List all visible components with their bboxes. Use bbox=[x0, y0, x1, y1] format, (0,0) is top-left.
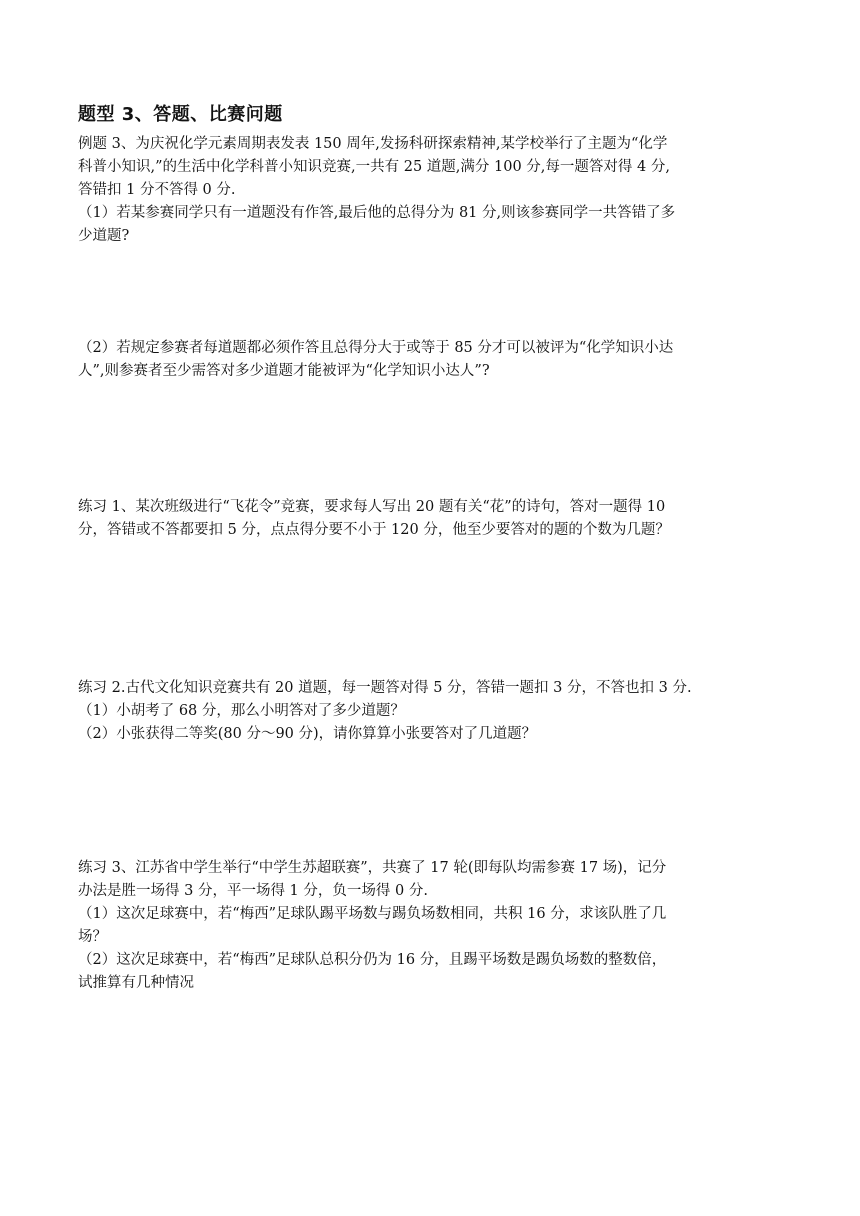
practice-3 bbox=[78, 857, 784, 995]
text-line: 答错扣 1 分不答得 0 分. bbox=[78, 182, 236, 198]
text-line: 人”,则参赛者至少需答对多少道题才能被评为“化学知识小达人”? bbox=[78, 363, 490, 379]
text-line: 科普小知识,”的生活中化学科普小知识竞赛,一共有 25 道题,满分 100 分,每一题答对得 4 分, bbox=[78, 159, 670, 175]
text-line: 练习 2.古代文化知识竞赛共有 20 道题，每一题答对得 5 分，答错一题扣 3 分，不答也扣 3 分. bbox=[78, 680, 692, 696]
text-line: 少道题? bbox=[78, 228, 130, 244]
example-3-intro bbox=[78, 133, 784, 202]
text-line: （2）这次足球赛中，若“梅西”足球队总积分仍为 16 分，且踢平场数是踢负场数的整数倍， bbox=[78, 952, 667, 968]
text-line: （2）若规定参赛者每道题都必须作答且总得分大于或等于 85 分才可以被评为“化学知识小达 bbox=[78, 340, 674, 356]
practice-2 bbox=[78, 677, 784, 746]
text-line: 分，答错或不答都要扣 5 分，点点得分要不小于 120 分，他至少要答对的题的个数为几题？ bbox=[78, 522, 670, 538]
example-3-question-1 bbox=[78, 202, 784, 248]
text-line: 办法是胜一场得 3 分，平一场得 1 分，负一场得 0 分. bbox=[78, 883, 428, 899]
text-line: 练习 3、江苏省中学生举行“中学生苏超联赛”，共赛了 17 轮(即每队均需参赛 17 场)，记分 bbox=[78, 860, 667, 876]
text-line: （2）小张获得二等奖(80 分～90 分)，请你算算小张要答对了几道题？ bbox=[78, 726, 537, 742]
text-line: （1）这次足球赛中，若“梅西”足球队踢平场数与踢负场数相同，共积 16 分，求该队胜了几 bbox=[78, 906, 667, 922]
section-title: 题型 3、答题、比赛问题 bbox=[78, 104, 283, 125]
text-line: （1）若某参赛同学只有一道题没有作答,最后他的总得分为 81 分,则该参赛同学一共答错了多 bbox=[78, 205, 676, 221]
text-line: 练习 1、某次班级进行“飞花令”竞赛，要求每人写出 20 题有关“花”的诗句，答对一题得 10 bbox=[78, 499, 666, 515]
text-line: 试推算有几种情况 bbox=[78, 975, 194, 991]
practice-1 bbox=[78, 496, 784, 542]
text-line: 例题 3、为庆祝化学元素周期表发表 150 周年,发扬科研探索精神,某学校举行了主题为“化学 bbox=[78, 136, 668, 152]
text-line: （1）小胡考了 68 分，那么小明答对了多少道题？ bbox=[78, 703, 405, 719]
example-3-question-2 bbox=[78, 337, 784, 383]
text-line: 场？ bbox=[78, 929, 107, 945]
